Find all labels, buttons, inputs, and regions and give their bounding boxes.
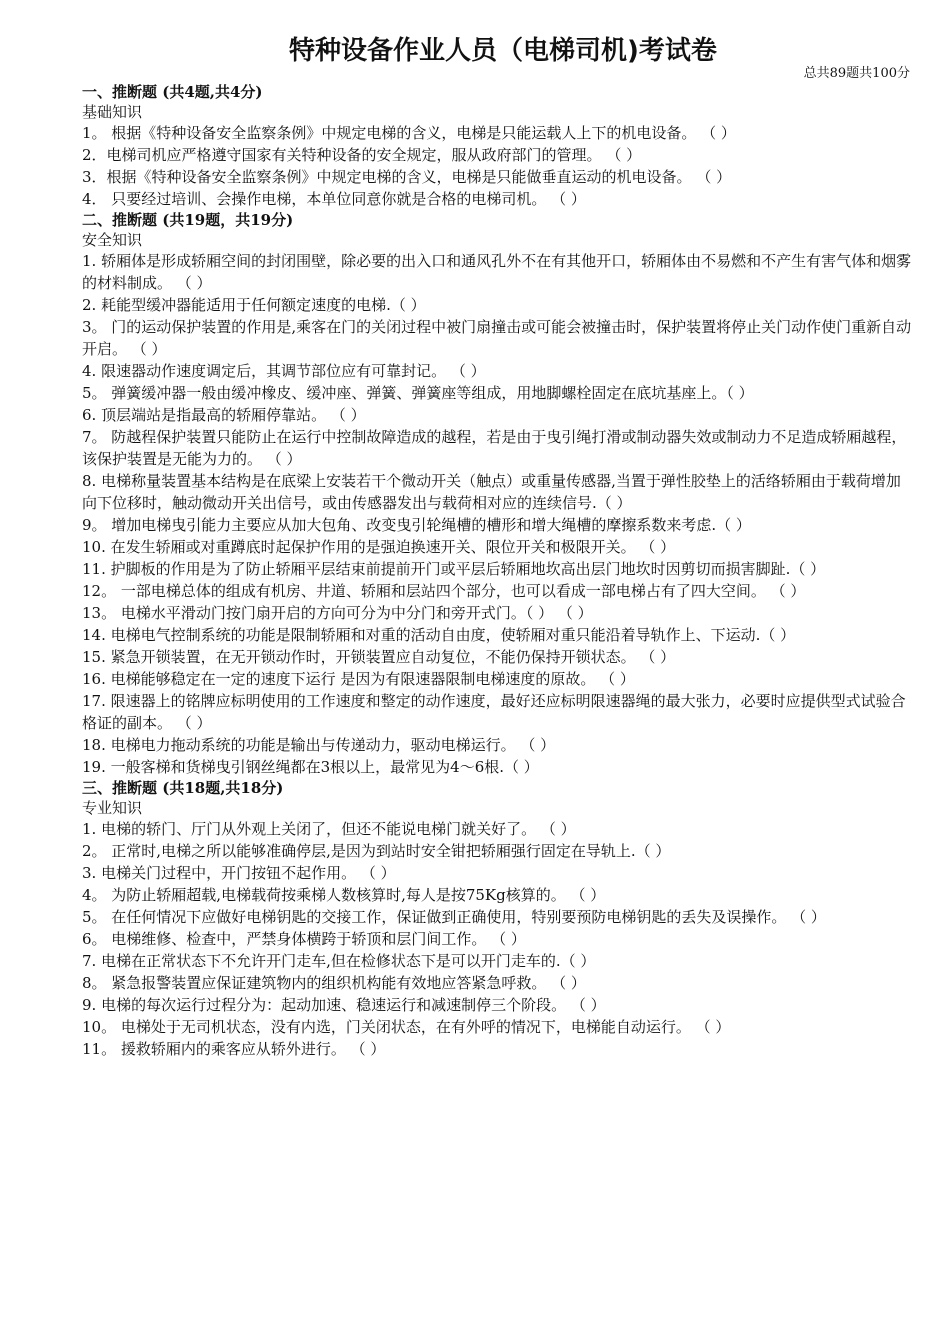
question-item: 11。 援救轿厢内的乘客应从轿外进行。 （ ） bbox=[82, 1040, 386, 1058]
question-item: 12。 一部电梯总体的组成有机房、井道、轿厢和层站四个部分，也可以看成一部电梯占有了四大空间。 （ ） bbox=[82, 582, 806, 600]
question-item: 13。 电梯水平滑动门按门扇开启的方向可分为中分门和旁开式门。（ ） （ ） bbox=[82, 604, 593, 622]
question-item: 6。 电梯维修、检查中，严禁身体横跨于轿顶和层门间工作。 （ ） bbox=[82, 930, 526, 948]
question-item: 11. 护脚板的作用是为了防止轿厢平层结束前提前开门或平层后轿厢地坎高出层门地坎时因剪切而损害脚趾.（ ） bbox=[82, 560, 826, 578]
question-item: 9。 增加电梯曳引能力主要应从加大包角、改变曳引轮绳槽的槽形和增大绳槽的摩擦系数来考虑.（ ） bbox=[82, 516, 751, 534]
question-item: 3．根据《特种设备安全监察条例》中规定电梯的含义，电梯是只能做垂直运动的机电设备。 （ ） bbox=[82, 168, 732, 186]
question-item: 7. 电梯在正常状态下不允许开门走车,但在检修状态下是可以开门走车的.（ ） bbox=[82, 952, 596, 970]
question-item: 8. 电梯称量装置基本结构是在底梁上安装若干个微动开关（触点）或重量传感器,当置于弹性胶垫上的活络轿厢由于载荷增加向下位移时，触动微动开关出信号，或由传感器发出与载荷相对应的连续信号.（ ） bbox=[82, 472, 901, 512]
question-item: 16. 电梯能够稳定在一定的速度下运行 是因为有限速器限制电梯速度的原故。 （ ） bbox=[82, 670, 635, 688]
question-item: 6. 顶层端站是指最高的轿厢停靠站。 （ ） bbox=[82, 406, 366, 424]
question-item: 10。 电梯处于无司机状态，没有内选，门关闭状态，在有外呼的情况下，电梯能自动运行。 （ ） bbox=[82, 1018, 731, 1036]
question-item: 15. 紧急开锁装置，在无开锁动作时，开锁装置应自动复位，不能仍保持开锁状态。 （ ） bbox=[82, 648, 676, 666]
question-item: 7。 防越程保护装置只能防止在运行中控制故障造成的越程，若是由于曳引绳打滑或制动器失效或制动力不足造成轿厢越程，该保护装置是无能为力的。 （ ） bbox=[82, 428, 907, 468]
section-subtitle: 专业知识 bbox=[82, 799, 143, 817]
question-item: 5。 在任何情况下应做好电梯钥匙的交接工作，保证做到正确使用，特别要预防电梯钥匙的丢失及误操作。 （ ） bbox=[82, 908, 826, 926]
question-item: 4． 只要经过培训、会操作电梯，本单位同意你就是合格的电梯司机。 （ ） bbox=[82, 190, 586, 208]
question-item: 4。 为防止轿厢超载,电梯载荷按乘梯人数核算时,每人是按75Kg核算的。 （ ） bbox=[82, 886, 606, 904]
question-item: 18. 电梯电力拖动系统的功能是输出与传递动力，驱动电梯运行。 （ ） bbox=[82, 736, 556, 754]
question-item: 10. 在发生轿厢或对重蹲底时起保护作用的是强迫换速开关、限位开关和极限开关。 （ ） bbox=[82, 538, 676, 556]
question-item: 2. 耗能型缓冲器能适用于任何额定速度的电梯.（ ） bbox=[82, 296, 426, 314]
sections-container bbox=[82, 82, 914, 1060]
question-item: 4. 限速器动作速度调定后，其调节部位应有可靠封记。 （ ） bbox=[82, 362, 486, 380]
question-item: 1. 轿厢体是形成轿厢空间的封闭围壁，除必要的出入口和通风孔外不在有其他开口，轿厢体由不易燃和不产生有害气体和烟雾的材料制成。 （ ） bbox=[82, 252, 912, 292]
section-subtitle: 基础知识 bbox=[82, 103, 143, 121]
question-item: 8。 紧急报警装置应保证建筑物内的组织机构能有效地应答紧急呼救。 （ ） bbox=[82, 974, 586, 992]
question-item: 19. 一般客梯和货梯曳引钢丝绳都在3根以上，最常见为4～6根.（ ） bbox=[82, 758, 539, 776]
question-item: 5。 弹簧缓冲器一般由缓冲橡皮、缓冲座、弹簧、弹簧座等组成，用地脚螺栓固定在底坑基座上。（ ） bbox=[82, 384, 754, 402]
total-score: 总共89题共100分 bbox=[803, 66, 910, 81]
section-heading: 三、推断题 (共18题,共18分) bbox=[82, 779, 284, 797]
section-heading: 二、推断题 (共19题，共19分) bbox=[82, 211, 294, 229]
page-title: 特种设备作业人员（电梯司机)考试卷 bbox=[289, 36, 717, 66]
question-item: 3. 电梯关门过程中，开门按钮不起作用。 （ ） bbox=[82, 864, 396, 882]
question-item: 1。 根据《特种设备安全监察条例》中规定电梯的含义，电梯是只能运载人上下的机电设备。 （ ） bbox=[82, 124, 736, 142]
question-item: 3。 门的运动保护装置的作用是,乘客在门的关闭过程中被门扇撞击或可能会被撞击时，保护装置将停止关门动作使门重新自动开启。 （ ） bbox=[82, 318, 912, 358]
section-heading: 一、推断题 (共4题,共4分) bbox=[82, 83, 263, 101]
question-item: 9. 电梯的每次运行过程分为：起动加速、稳速运行和减速制停三个阶段。 （ ） bbox=[82, 996, 606, 1014]
question-item: 17. 限速器上的铭牌应标明使用的工作速度和整定的动作速度，最好还应标明限速器绳的最大张力，必要时应提供型式试验合格证的副本。 （ ） bbox=[82, 692, 906, 732]
question-item: 14. 电梯电气控制系统的功能是限制轿厢和对重的活动自由度，使轿厢对重只能沿着导轨作上、下运动.（ ） bbox=[82, 626, 796, 644]
section-subtitle: 安全知识 bbox=[82, 231, 143, 249]
question-item: 2．电梯司机应严格遵守国家有关特种设备的安全规定，服从政府部门的管理。 （ ） bbox=[82, 146, 642, 164]
question-item: 1. 电梯的轿门、厅门从外观上关闭了，但还不能说电梯门就关好了。 （ ） bbox=[82, 820, 576, 838]
question-item: 2。 正常时,电梯之所以能够准确停层,是因为到站时安全钳把轿厢强行固定在导轨上.（ ） bbox=[82, 842, 671, 860]
